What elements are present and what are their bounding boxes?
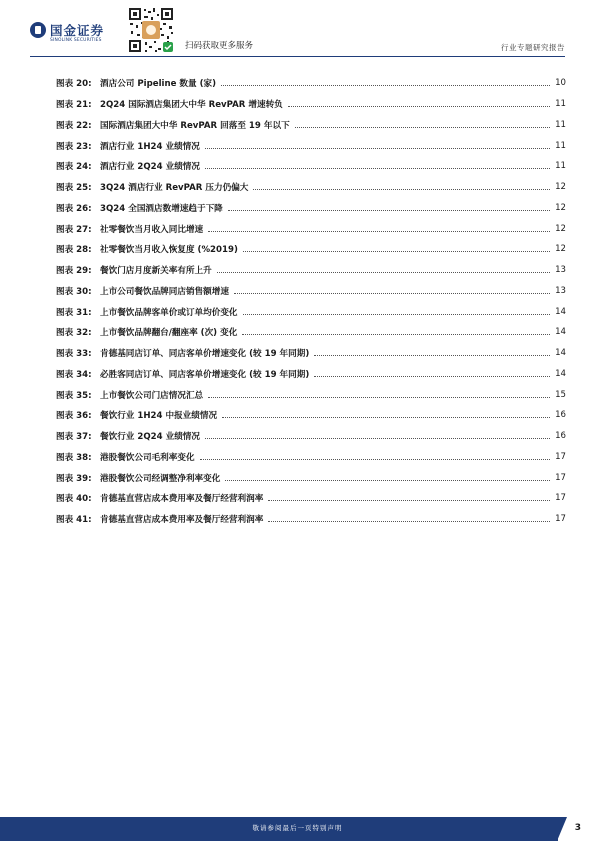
figure-page-number: 10 bbox=[555, 78, 566, 89]
figure-label: 图表 37: bbox=[56, 432, 92, 443]
figure-page-number: 14 bbox=[555, 368, 566, 379]
toc-entry[interactable] bbox=[56, 94, 566, 115]
figure-title[interactable]: 2Q24 国际酒店集团大中华 RevPAR 增速转负 bbox=[100, 100, 283, 111]
toc-entry[interactable] bbox=[56, 405, 566, 426]
figure-label: 图表 28: bbox=[56, 245, 92, 256]
dot-leader bbox=[208, 389, 550, 398]
header-divider bbox=[30, 56, 565, 57]
figure-label: 图表 32: bbox=[56, 328, 92, 339]
figure-label: 图表 20: bbox=[56, 79, 92, 90]
figure-title[interactable]: 港股餐饮公司毛利率变化 bbox=[100, 452, 195, 463]
figure-label: 图表 36: bbox=[56, 411, 92, 422]
figure-label: 图表 22: bbox=[56, 120, 92, 131]
toc-entry[interactable] bbox=[56, 73, 566, 94]
figure-page-number: 17 bbox=[555, 514, 566, 525]
figure-page-number: 16 bbox=[555, 410, 566, 421]
figure-title[interactable]: 餐饮行业 1H24 中报业绩情况 bbox=[100, 411, 218, 422]
dot-leader bbox=[314, 347, 550, 356]
figure-page-number: 17 bbox=[555, 472, 566, 483]
toc-entry[interactable] bbox=[56, 198, 566, 219]
figure-title[interactable]: 港股餐饮公司经调整净利率变化 bbox=[100, 473, 221, 484]
figure-title[interactable]: 社零餐饮当月收入同比增速 bbox=[100, 224, 204, 235]
figure-label: 图表 24: bbox=[56, 162, 92, 173]
toc-entry[interactable] bbox=[56, 135, 566, 156]
dot-leader bbox=[314, 368, 550, 377]
company-logo bbox=[30, 21, 116, 47]
logo-chinese-name: 国金证券 bbox=[50, 23, 105, 38]
toc-entry[interactable] bbox=[56, 156, 566, 177]
scan-for-service-text: 扫码获取更多服务 bbox=[185, 41, 254, 51]
toc-entry[interactable] bbox=[56, 260, 566, 281]
figure-label: 图表 31: bbox=[56, 307, 92, 318]
toc-entry[interactable] bbox=[56, 301, 566, 322]
toc-entry[interactable] bbox=[56, 322, 566, 343]
figure-page-number: 12 bbox=[555, 202, 566, 213]
toc-entry[interactable] bbox=[56, 364, 566, 385]
toc-entry[interactable] bbox=[56, 239, 566, 260]
dot-leader bbox=[200, 451, 550, 460]
dot-leader bbox=[253, 181, 550, 190]
figure-page-number: 14 bbox=[555, 348, 566, 359]
figure-title[interactable]: 肯德基同店订单、同店客单价增速变化 (较 19 年同期) bbox=[100, 349, 310, 360]
toc-entry[interactable] bbox=[56, 218, 566, 239]
figure-page-number: 11 bbox=[555, 161, 566, 172]
dot-leader bbox=[295, 119, 550, 128]
dot-leader bbox=[234, 285, 550, 294]
figure-title[interactable]: 肯德基直营店成本费用率及餐厅经营利润率 bbox=[100, 515, 264, 526]
figure-page-number: 14 bbox=[555, 306, 566, 317]
figure-title[interactable]: 酒店行业 1H24 业绩情况 bbox=[100, 141, 200, 152]
footer-disclaimer: 敬请参阅最后一页特别声明 bbox=[252, 824, 343, 832]
figure-label: 图表 33: bbox=[56, 349, 92, 360]
dot-leader bbox=[288, 98, 550, 107]
dot-leader bbox=[221, 77, 550, 86]
figure-label: 图表 25: bbox=[56, 183, 92, 194]
figure-label: 图表 27: bbox=[56, 224, 92, 235]
figure-page-number: 11 bbox=[555, 119, 566, 130]
figure-title[interactable]: 社零餐饮当月收入恢复度 (%2019) bbox=[100, 245, 238, 256]
figure-title[interactable]: 肯德基直营店成本费用率及餐厅经营利润率 bbox=[100, 494, 264, 505]
figure-title[interactable]: 必胜客同店订单、同店客单价增速变化 (较 19 年同期) bbox=[100, 369, 310, 380]
figure-title[interactable]: 上市餐饮品牌翻台/翻座率 (次) 变化 bbox=[100, 328, 238, 339]
toc-entry[interactable] bbox=[56, 177, 566, 198]
dot-leader bbox=[242, 326, 550, 335]
figure-label: 图表 38: bbox=[56, 452, 92, 463]
footer-page-tab bbox=[558, 817, 595, 841]
toc-entry[interactable] bbox=[56, 509, 566, 530]
figure-page-number: 16 bbox=[555, 431, 566, 442]
figure-title[interactable]: 3Q24 酒店行业 RevPAR 压力仍偏大 bbox=[100, 183, 249, 194]
dot-leader bbox=[205, 140, 550, 149]
dot-leader bbox=[243, 243, 550, 252]
figure-label: 图表 35: bbox=[56, 390, 92, 401]
figure-label: 图表 26: bbox=[56, 203, 92, 214]
figure-page-number: 11 bbox=[555, 140, 566, 151]
toc-entry[interactable] bbox=[56, 384, 566, 405]
figure-label: 图表 23: bbox=[56, 141, 92, 152]
toc-entry[interactable] bbox=[56, 343, 566, 364]
figure-label: 图表 34: bbox=[56, 369, 92, 380]
figure-page-number: 15 bbox=[555, 389, 566, 400]
figure-title[interactable]: 上市餐饮品牌客单价或订单均价变化 bbox=[100, 307, 238, 318]
figure-title[interactable]: 餐饮门店月度新关率有所上升 bbox=[100, 266, 212, 277]
figure-index-list bbox=[56, 73, 566, 530]
figure-page-number: 12 bbox=[555, 182, 566, 193]
figure-title[interactable]: 上市公司餐饮品牌同店销售额增速 bbox=[100, 286, 229, 297]
footer-bar bbox=[0, 817, 595, 841]
figure-page-number: 11 bbox=[555, 99, 566, 110]
dot-leader bbox=[222, 409, 550, 418]
toc-entry[interactable] bbox=[56, 426, 566, 447]
figure-title[interactable]: 酒店行业 2Q24 业绩情况 bbox=[100, 162, 200, 173]
dot-leader bbox=[228, 202, 550, 211]
figure-label: 图表 41: bbox=[56, 515, 92, 526]
figure-label: 图表 30: bbox=[56, 286, 92, 297]
page-number: 3 bbox=[574, 823, 581, 833]
figure-title[interactable]: 上市餐饮公司门店情况汇总 bbox=[100, 390, 204, 401]
figure-label: 图表 39: bbox=[56, 473, 92, 484]
dot-leader bbox=[268, 513, 550, 522]
dot-leader bbox=[208, 223, 550, 232]
figure-title[interactable]: 3Q24 全国酒店数增速趋于下降 bbox=[100, 203, 223, 214]
dot-leader bbox=[205, 430, 550, 439]
dot-leader bbox=[243, 306, 550, 315]
figure-title[interactable]: 国际酒店集团大中华 RevPAR 回落至 19 年以下 bbox=[100, 120, 290, 131]
dot-leader bbox=[268, 492, 550, 501]
figure-page-number: 17 bbox=[555, 493, 566, 504]
toc-entry[interactable] bbox=[56, 467, 566, 488]
logo-mark-icon bbox=[30, 22, 46, 38]
figure-page-number: 13 bbox=[555, 285, 566, 296]
figure-label: 图表 29: bbox=[56, 266, 92, 277]
dot-leader bbox=[217, 264, 550, 273]
figure-page-number: 12 bbox=[555, 223, 566, 234]
figure-page-number: 17 bbox=[555, 451, 566, 462]
toc-entry[interactable] bbox=[56, 281, 566, 302]
figure-label: 图表 40: bbox=[56, 494, 92, 505]
figure-title[interactable]: 酒店公司 Pipeline 数量 (家) bbox=[100, 79, 217, 90]
logo-english-name: SINOLINK SECURITIES bbox=[50, 38, 102, 43]
toc-entry[interactable] bbox=[56, 115, 566, 136]
figure-page-number: 14 bbox=[555, 327, 566, 338]
figure-label: 图表 21: bbox=[56, 100, 92, 111]
qr-code-icon[interactable] bbox=[127, 6, 175, 54]
figure-page-number: 13 bbox=[555, 265, 566, 276]
figure-page-number: 12 bbox=[555, 244, 566, 255]
dot-leader bbox=[225, 472, 550, 481]
toc-entry[interactable] bbox=[56, 447, 566, 468]
report-type-label: 行业专题研究报告 bbox=[501, 43, 565, 52]
toc-entry[interactable] bbox=[56, 488, 566, 509]
figure-title[interactable]: 餐饮行业 2Q24 业绩情况 bbox=[100, 432, 200, 443]
dot-leader bbox=[205, 160, 550, 169]
